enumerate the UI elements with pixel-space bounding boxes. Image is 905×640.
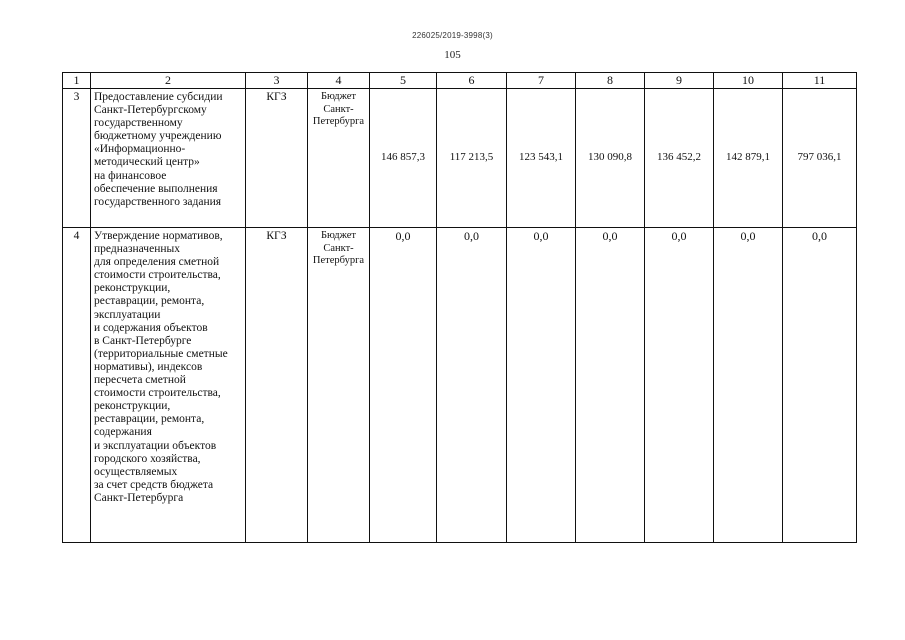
value-cell: 0,0 (714, 228, 783, 543)
measure-name-line: реставрации, ремонта, (94, 295, 205, 308)
column-header: 9 (645, 73, 714, 89)
measure-name-line: городского хозяйства, (94, 452, 201, 465)
row-number: 4 (63, 228, 91, 543)
column-header: 3 (246, 73, 308, 89)
measure-name-line: реконструкции, (94, 400, 171, 413)
measure-name (91, 89, 246, 228)
value-cell: 146 857,3 (370, 89, 437, 228)
measure-name-line: Утверждение нормативов, (94, 230, 223, 242)
measure-name-line: стоимости строительства, (94, 269, 221, 282)
measure-name-line: осуществляемых (94, 465, 178, 478)
measure-name-line: и содержания объектов (94, 321, 208, 334)
table-row (63, 228, 857, 543)
measure-name-line: бюджетному учреждению (94, 130, 222, 143)
measure-name-line: государственному (94, 117, 183, 130)
measure-name-line: (территориальные сметные (94, 347, 228, 360)
funding-source-line: Санкт- (323, 242, 354, 254)
value-cell: 123 543,1 (507, 89, 576, 228)
funding-source-cell (308, 89, 370, 228)
measure-name-line: методический центр» (94, 156, 200, 169)
column-header: 11 (783, 73, 857, 89)
value-cell: 0,0 (645, 228, 714, 543)
measure-name-line: Предоставление субсидии (94, 91, 223, 103)
value-cell: 142 879,1 (714, 89, 783, 228)
measure-name-line: в Санкт-Петербурге (94, 334, 192, 347)
funding-source-line: Бюджет (320, 230, 357, 241)
value-cell: 0,0 (576, 228, 645, 543)
measure-name-line: Санкт-Петербурга (94, 491, 184, 504)
table-header-row (63, 73, 857, 89)
value-cell: 0,0 (370, 228, 437, 543)
executor-cell: КГЗ (246, 89, 308, 228)
measure-name (91, 228, 246, 543)
column-header: 8 (576, 73, 645, 89)
measure-name-line: для определения сметной (94, 256, 220, 269)
value-cell: 117 213,5 (437, 89, 507, 228)
measure-name-line: и эксплуатации объектов (94, 439, 217, 452)
measure-name-line: обеспечение выполнения (94, 182, 218, 195)
column-header: 7 (507, 73, 576, 89)
column-header: 5 (370, 73, 437, 89)
value-cell: 130 090,8 (576, 89, 645, 228)
value-cell: 0,0 (507, 228, 576, 543)
budget-table (62, 72, 857, 543)
measure-name-line: эксплуатации (94, 308, 161, 321)
funding-source-line: Санкт- (323, 103, 354, 115)
total-value-cell: 0,0 (783, 228, 857, 543)
measure-name-line: государственного задания (94, 195, 222, 208)
value-cell: 136 452,2 (645, 89, 714, 228)
value-cell: 0,0 (437, 228, 507, 543)
measure-name-line: Санкт-Петербургскому (94, 104, 207, 117)
measure-name-line: предназначенных (94, 243, 180, 256)
measure-name-line: реставрации, ремонта, (94, 413, 205, 426)
column-header: 1 (63, 73, 91, 89)
measure-name-line: реконструкции, (94, 282, 171, 295)
document-registration-number: 226025/2019-3998(3) (412, 31, 493, 40)
total-value-cell: 797 036,1 (783, 89, 857, 228)
funding-source-line: Петербурга (312, 116, 365, 128)
page-number: 105 (444, 49, 461, 61)
measure-name-line: на финансовое (94, 169, 167, 182)
measure-name-line: «Информационно- (94, 143, 186, 156)
funding-source-cell (308, 228, 370, 543)
measure-name-line: стоимости строительства, (94, 387, 221, 400)
measure-name-line: содержания (94, 426, 152, 439)
column-header: 6 (437, 73, 507, 89)
column-header: 4 (308, 73, 370, 89)
measure-name-line: пересчета сметной (94, 374, 186, 387)
row-number: 3 (63, 89, 91, 228)
table-row (63, 89, 857, 228)
measure-name-line: нормативы), индексов (94, 360, 203, 373)
column-header: 10 (714, 73, 783, 89)
measure-name-line: за счет средств бюджета (94, 478, 214, 491)
funding-source-line: Бюджет (320, 91, 357, 102)
executor-cell: КГЗ (246, 228, 308, 543)
funding-source-line: Петербурга (312, 255, 365, 267)
column-header: 2 (91, 73, 246, 89)
